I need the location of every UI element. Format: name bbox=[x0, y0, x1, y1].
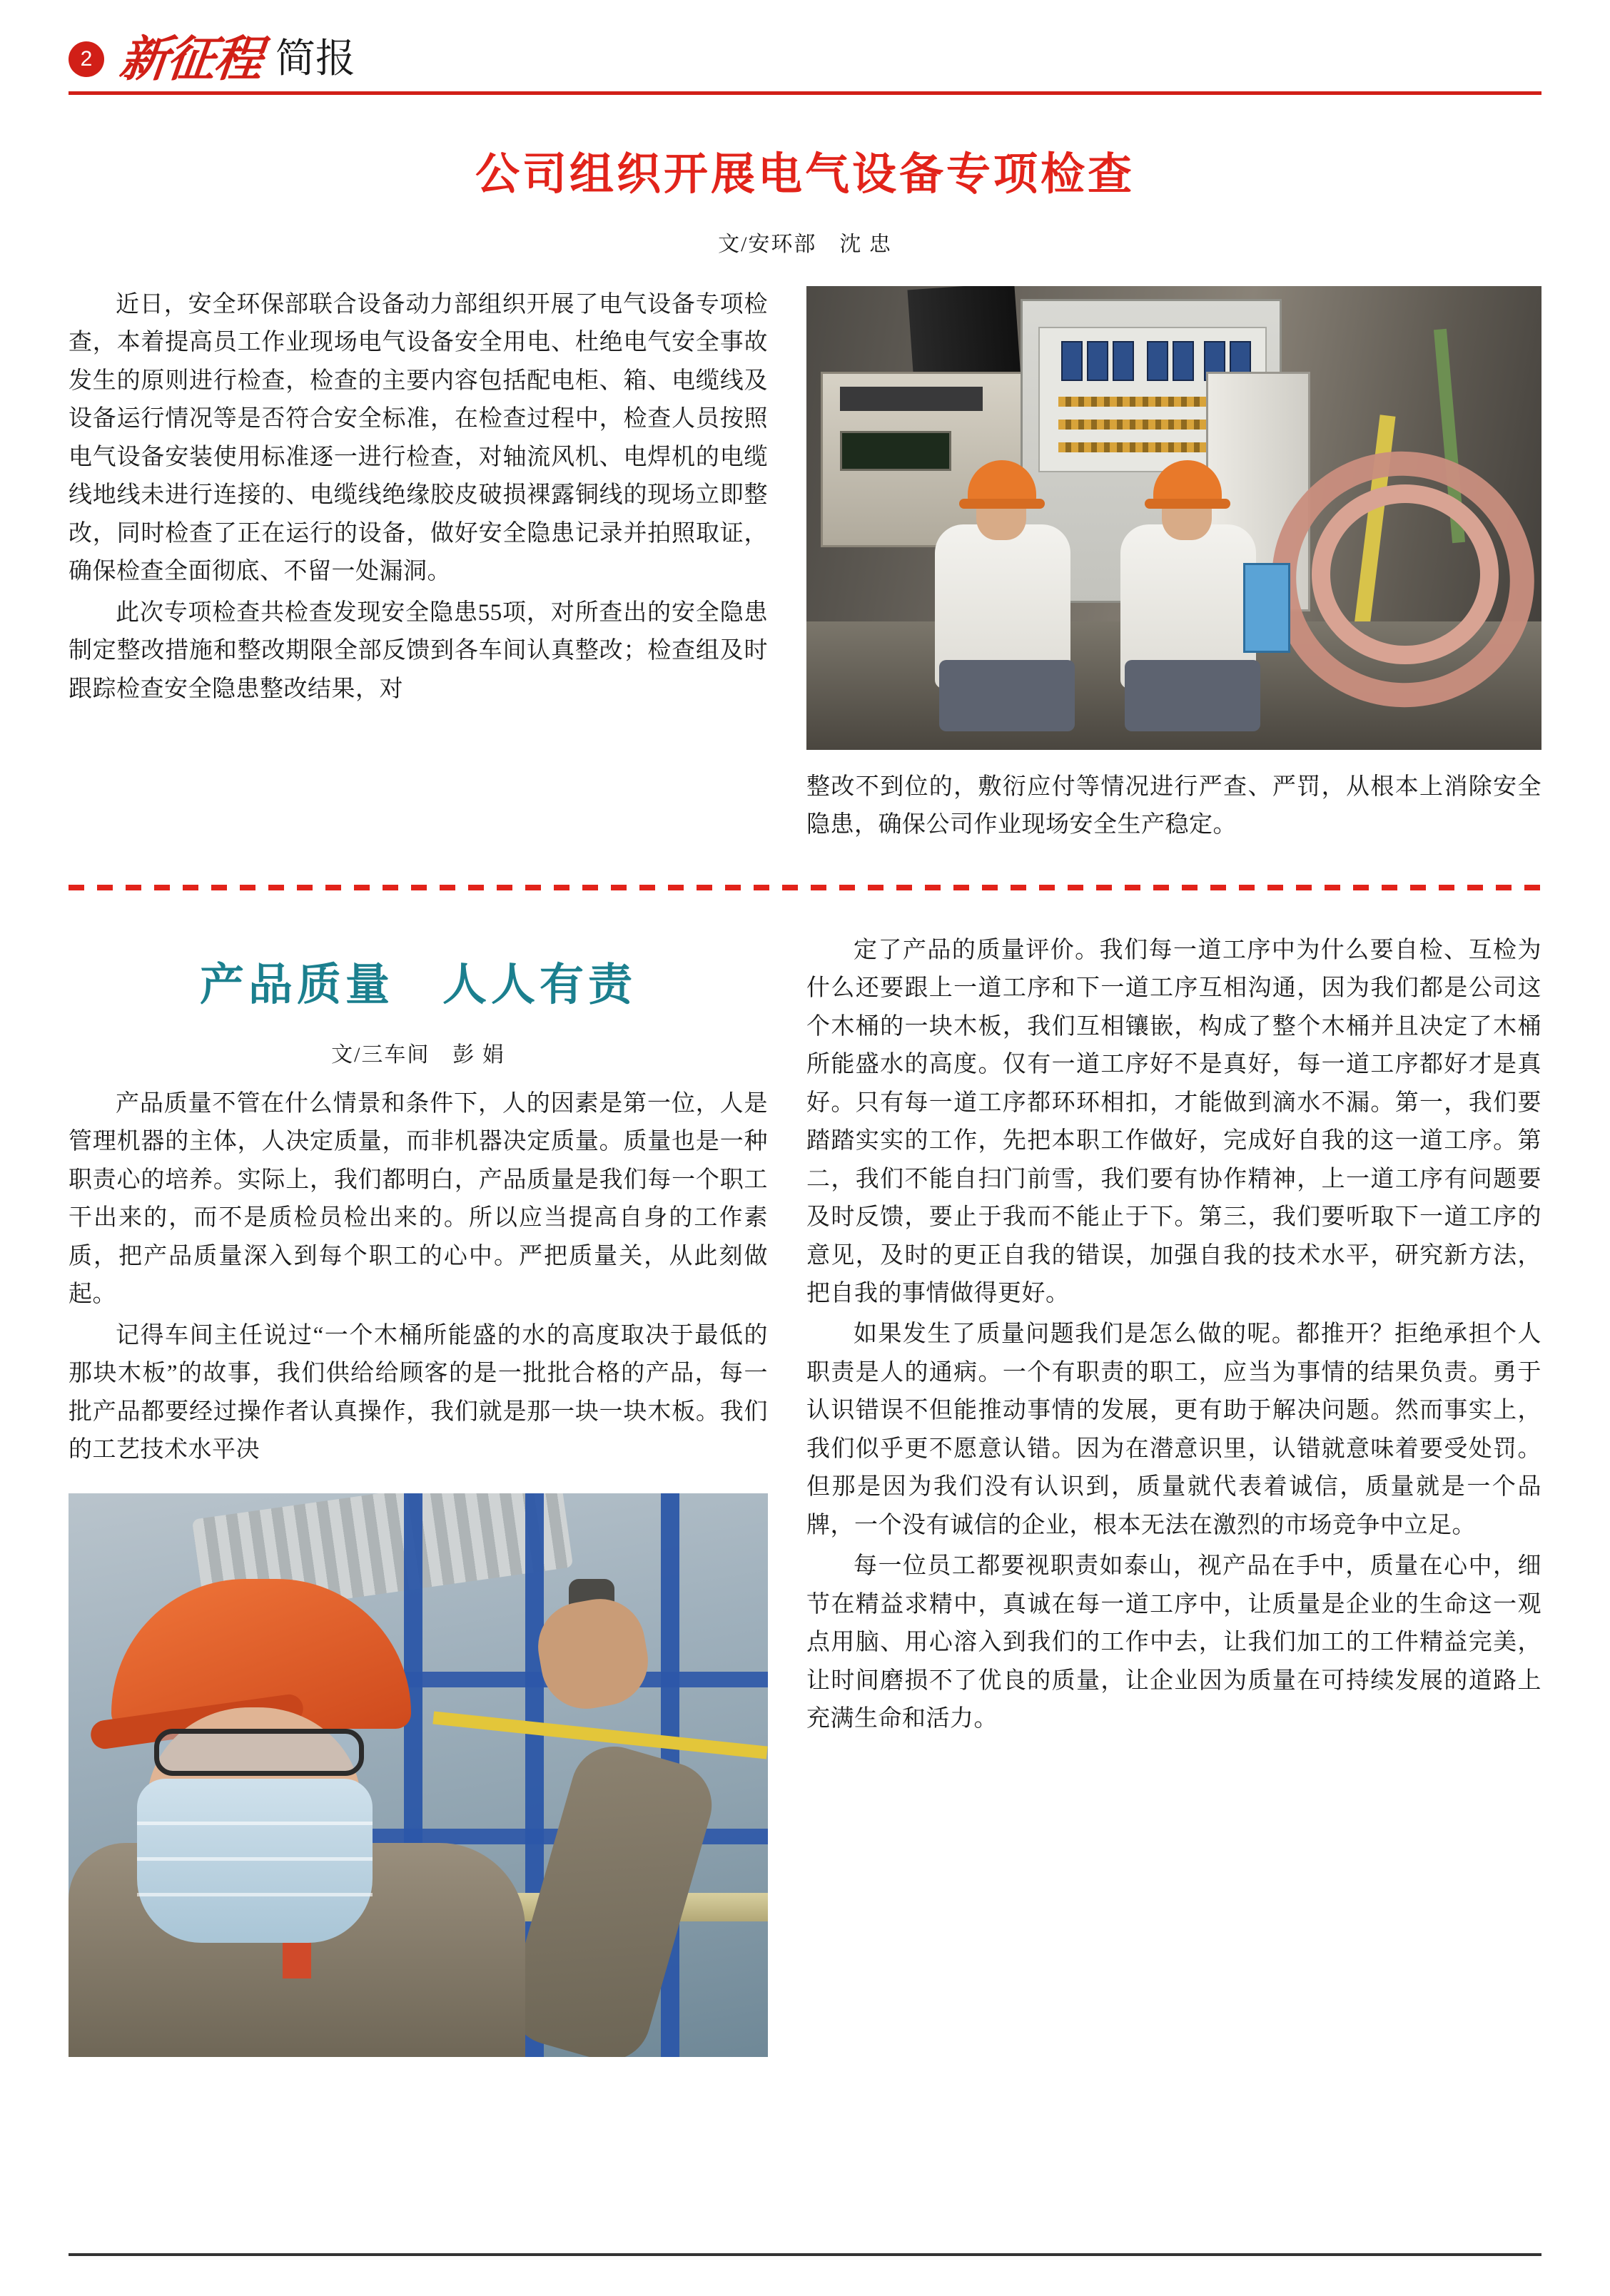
article1-byline: 文/安环部 沈 忠 bbox=[718, 233, 892, 256]
article-electrical-inspection bbox=[69, 138, 1541, 845]
photo-electrical-inspection bbox=[806, 286, 1541, 750]
page-number-badge: 2 bbox=[69, 41, 104, 77]
article2-right-column bbox=[806, 932, 1541, 2058]
article-product-quality bbox=[69, 932, 1541, 2058]
article1-body bbox=[69, 286, 1541, 845]
article2-paragraph: 定了产品的质量评价。我们每一道工序中为什么要自检、互检为什么还要跟上一道工序和下一道工序互相沟通，因为我们都是公司这个木桶的一块木板，我们互相镶嵌，构成了整个木桶并且决定了木桶所能盛水的高度。仅有一道工序好不是真好，每一道工序都好才是真好。只有每一道工序都环环相扣，才能做到滴水不漏。第一，我们要踏踏实实的工作，先把本职工作做好，完成好自我的这一道工序。第二，我们不能自扫门前雪，我们要有协作精神，上一道工序有问题要及时反馈，要止于我而不能止于下。第三，我们要听取下一道工序的意见，及时的更正自我的错误，加强自我的技术水平，研究新方法，把自我的事情做得更好。 bbox=[806, 937, 1541, 1306]
masthead bbox=[69, 0, 1541, 94]
article2-byline: 文/三车间 彭 娟 bbox=[331, 1042, 505, 1067]
article2-paragraph: 记得车间主任说过“一个木桶所能盛的水的高度取决于最低的那块木板”的故事，我们供给给顾客的是一批批合格的产品，每一批产品都要经过操作者认真操作，我们就是那一块一块木板。我们的工艺技术水平决 bbox=[69, 1322, 768, 1463]
masthead-subtitle: 简报 bbox=[275, 37, 356, 81]
masthead-divider bbox=[69, 91, 1541, 95]
article2-left-column bbox=[69, 932, 768, 2058]
photo-quality-inspection bbox=[69, 1493, 768, 2057]
article2-paragraph: 每一位员工都要视职责如泰山，视产品在手中，质量在心中，细节在精益求精中，真诚在每一道工序中，让质量是企业的生命这一观点用脑、用心溶入到我们的工作中去，让我们加工的工件精益完美，让时间磨损不了优良的质量，让企业因为质量在可持续发展的道路上充满生命和活力。 bbox=[806, 1553, 1541, 1732]
article1-headline: 公司组织开展电气设备专项检查 bbox=[475, 151, 1135, 199]
page-bottom-rule bbox=[69, 2253, 1541, 2256]
masthead-brand: 新征程 bbox=[116, 31, 265, 88]
article2-paragraph: 产品质量不管在什么情景和条件下，人的因素是第一位，人是管理机器的主体，人决定质量，而非机器决定质量。质量也是一种职责心的培养。实际上，我们都明白，产品质量是我们每一个职工干出来的，而不是质检员检出来的。所以应当提高自身的工作素质，把产品质量深入到每个职工的心中。严把质量关，从此刻做起。 bbox=[69, 1090, 768, 1308]
article1-paragraph: 此次专项检查共检查发现安全隐患55项，对所查出的安全隐患制定整改措施和整改期限全部反馈到各车间认真整改；检查组及时跟踪检查安全隐患整改结果，对 bbox=[69, 599, 768, 702]
article1-photo-caption: 整改不到位的，敷衍应付等情况进行严查、严罚，从根本上消除安全隐患，确保公司作业现场安全生产稳定。 bbox=[806, 774, 1541, 838]
article2-left-text bbox=[69, 1085, 768, 1470]
article1-photo-column bbox=[806, 286, 1541, 845]
article1-paragraph: 近日，安全环保部联合设备动力部组织开展了电气设备专项检查，本着提高员工作业现场电气设备安全用电、杜绝电气安全事故发生的原则进行检查，检查的主要内容包括配电柜、箱、电缆线及设备运行情况等是否符合安全标准，在检查过程中，检查人员按照电气设备安装使用标准逐一进行检查，对轴流风机、电焊机的电缆线地线未进行连接的、电缆线绝缘胶皮破损裸露铜线的现场立即整改，同时检查了正在运行的设备，做好安全隐患记录并拍照取证，确保检查全面彻底、不留一处漏洞。 bbox=[69, 292, 768, 585]
article2-headline: 产品质量 人人有责 bbox=[199, 960, 637, 1010]
section-divider bbox=[69, 885, 1541, 890]
article2-paragraph: 如果发生了质量问题我们是怎么做的呢。都推开？拒绝承担个人职责是人的通病。一个有职责的职工，应当为事情的结果负责。勇于认识错误不但能推动事情的发展，更有助于解决问题。然而事实上，我们似乎更不愿意认错。因为在潜意识里，认错就意味着要受处罚。但那是因为我们没有认识到，质量就代表着诚信，质量就是一个品牌，一个没有诚信的企业，根本无法在激烈的市场竞争中立足。 bbox=[806, 1321, 1541, 1538]
article1-text-column bbox=[69, 286, 768, 845]
